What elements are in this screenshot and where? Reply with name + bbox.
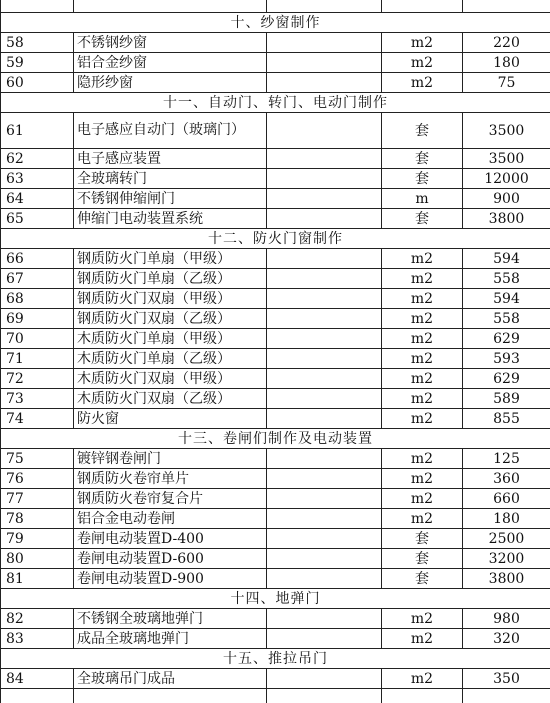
item-price: 2500 — [463, 529, 550, 549]
table-row — [1, 529, 550, 549]
table-row — [1, 569, 550, 589]
item-price: 12000 — [463, 169, 550, 189]
item-price — [463, 0, 550, 13]
table-row — [1, 209, 550, 229]
item-number: 69 — [1, 309, 74, 329]
table-row — [1, 0, 550, 13]
item-name: 电子感应装置 — [74, 149, 267, 169]
table-row — [1, 309, 550, 329]
item-unit: m2 — [382, 309, 463, 329]
item-name: 防火窗 — [74, 409, 267, 429]
item-spec — [267, 113, 382, 149]
table-row — [1, 149, 550, 169]
item-unit: 套 — [382, 149, 463, 169]
item-unit: m2 — [382, 53, 463, 73]
item-price: 350 — [463, 669, 550, 689]
item-unit: 套 — [382, 169, 463, 189]
item-name: 全玻璃转门 — [74, 169, 267, 189]
item-spec — [267, 249, 382, 269]
item-name: 不锈钢全玻璃地弹门 — [74, 609, 267, 629]
item-name: 卷闸电动装置D-900 — [74, 569, 267, 589]
item-name: 不锈钢纱窗 — [74, 33, 267, 53]
item-name: 卷闸电动装置D-600 — [74, 549, 267, 569]
item-number: 68 — [1, 289, 74, 309]
item-name: 钢质防火门双扇（甲级） — [74, 289, 267, 309]
item-unit: m2 — [382, 489, 463, 509]
table-row — [1, 289, 550, 309]
item-price: 629 — [463, 329, 550, 349]
item-name: 钢质防火门单扇（乙级） — [74, 269, 267, 289]
item-spec — [267, 209, 382, 229]
item-number: 76 — [1, 469, 74, 489]
item-unit: m2 — [382, 349, 463, 369]
table-row — [1, 489, 550, 509]
item-price: 180 — [463, 53, 550, 73]
item-spec — [267, 309, 382, 329]
item-number: 72 — [1, 369, 74, 389]
item-spec — [267, 169, 382, 189]
table-row — [1, 409, 550, 429]
section-header-row — [1, 589, 550, 609]
section-header-row — [1, 93, 550, 113]
section-header-row — [1, 649, 550, 669]
item-unit: m2 — [382, 389, 463, 409]
item-name: 钢质防火门单扇（甲级） — [74, 249, 267, 269]
table-row — [1, 189, 550, 209]
item-price: 900 — [463, 189, 550, 209]
item-spec — [267, 53, 382, 73]
item-price: 660 — [463, 489, 550, 509]
item-name: 电子感应自动门（玻璃门） — [74, 113, 267, 149]
item-unit: m2 — [382, 609, 463, 629]
table-row — [1, 73, 550, 93]
table-row — [1, 549, 550, 569]
item-spec — [267, 329, 382, 349]
item-name: 钢质防火卷帘复合片 — [74, 489, 267, 509]
item-spec — [267, 469, 382, 489]
item-unit: m2 — [382, 409, 463, 429]
item-number: 73 — [1, 389, 74, 409]
item-unit: m2 — [382, 269, 463, 289]
item-price: 594 — [463, 289, 550, 309]
item-spec — [267, 73, 382, 93]
item-number: 77 — [1, 489, 74, 509]
item-spec — [267, 189, 382, 209]
table-row — [1, 509, 550, 529]
item-number: 60 — [1, 73, 74, 93]
item-price: 593 — [463, 349, 550, 369]
item-spec — [267, 509, 382, 529]
section-title: 十五、推拉吊门 — [1, 649, 550, 669]
item-number: 66 — [1, 249, 74, 269]
item-price: 629 — [463, 369, 550, 389]
item-unit: 套 — [382, 209, 463, 229]
item-unit: m2 — [382, 33, 463, 53]
item-unit: 套 — [382, 549, 463, 569]
item-price: 180 — [463, 509, 550, 529]
item-name: 钢质防火卷帘单片 — [74, 469, 267, 489]
table-row — [1, 629, 550, 649]
item-spec — [267, 529, 382, 549]
section-title: 十、纱窗制作 — [1, 13, 550, 33]
item-number: 61 — [1, 113, 74, 149]
item-number: 82 — [1, 609, 74, 629]
item-unit: m2 — [382, 449, 463, 469]
item-number: 79 — [1, 529, 74, 549]
item-number: 75 — [1, 449, 74, 469]
item-spec — [267, 629, 382, 649]
table-row — [1, 349, 550, 369]
item-number: 59 — [1, 53, 74, 73]
item-spec — [267, 369, 382, 389]
table-row — [1, 609, 550, 629]
table-row — [1, 449, 550, 469]
section-title: 十一、自动门、转门、电动门制作 — [1, 93, 550, 113]
item-unit — [382, 0, 463, 13]
table-row — [1, 249, 550, 269]
item-spec — [267, 33, 382, 53]
item-name: 木质防火门双扇（乙级） — [74, 389, 267, 409]
table-row — [1, 369, 550, 389]
item-spec — [267, 449, 382, 469]
item-number: 70 — [1, 329, 74, 349]
item-name: 全玻璃吊门成品 — [74, 669, 267, 689]
item-price: 3200 — [463, 549, 550, 569]
price-table-body — [1, 0, 550, 689]
section-title: 十二、防火门窗制作 — [1, 229, 550, 249]
item-unit: m2 — [382, 369, 463, 389]
section-header-row — [1, 229, 550, 249]
item-unit: m2 — [382, 509, 463, 529]
item-price: 558 — [463, 309, 550, 329]
item-price: 589 — [463, 389, 550, 409]
item-unit: 套 — [382, 529, 463, 549]
item-price: 594 — [463, 249, 550, 269]
item-price: 855 — [463, 409, 550, 429]
item-spec — [267, 389, 382, 409]
item-name: 铝合金纱窗 — [74, 53, 267, 73]
item-name: 木质防火门单扇（乙级） — [74, 349, 267, 369]
table-row-cut-off — [1, 689, 550, 703]
item-name — [74, 0, 267, 13]
section-title: 十三、卷闸们制作及电动装置 — [1, 429, 550, 449]
item-price: 3800 — [463, 209, 550, 229]
item-unit: m2 — [382, 329, 463, 349]
item-name: 成品全玻璃地弹门 — [74, 629, 267, 649]
item-number: 65 — [1, 209, 74, 229]
item-spec — [267, 409, 382, 429]
item-number: 83 — [1, 629, 74, 649]
item-price: 360 — [463, 469, 550, 489]
item-number: 74 — [1, 409, 74, 429]
item-spec — [267, 349, 382, 369]
table-row — [1, 389, 550, 409]
table-row — [1, 53, 550, 73]
item-spec — [267, 489, 382, 509]
table-row — [1, 329, 550, 349]
item-price: 3500 — [463, 113, 550, 149]
item-spec — [267, 289, 382, 309]
item-number — [1, 0, 74, 13]
item-spec — [267, 609, 382, 629]
item-number: 84 — [1, 669, 74, 689]
item-price: 125 — [463, 449, 550, 469]
item-spec — [267, 669, 382, 689]
item-unit: m2 — [382, 629, 463, 649]
table-row — [1, 33, 550, 53]
item-spec — [267, 569, 382, 589]
item-name: 隐形纱窗 — [74, 73, 267, 93]
item-name: 卷闸电动装置D-400 — [74, 529, 267, 549]
item-name: 木质防火门双扇（甲级） — [74, 369, 267, 389]
item-price: 3800 — [463, 569, 550, 589]
item-number: 62 — [1, 149, 74, 169]
item-number: 58 — [1, 33, 74, 53]
table-row — [1, 269, 550, 289]
item-name: 伸缩门电动装置系统 — [74, 209, 267, 229]
item-number: 64 — [1, 189, 74, 209]
item-unit: 套 — [382, 569, 463, 589]
item-unit: m2 — [382, 73, 463, 93]
item-name: 钢质防火门双扇（乙级） — [74, 309, 267, 329]
item-name: 铝合金电动卷闸 — [74, 509, 267, 529]
item-spec — [267, 149, 382, 169]
item-unit: m2 — [382, 469, 463, 489]
table-row — [1, 169, 550, 189]
item-spec — [267, 549, 382, 569]
table-row — [1, 669, 550, 689]
item-price: 75 — [463, 73, 550, 93]
item-price: 220 — [463, 33, 550, 53]
item-number: 78 — [1, 509, 74, 529]
item-name: 不锈钢伸缩闸门 — [74, 189, 267, 209]
item-spec — [267, 269, 382, 289]
item-name: 木质防火门单扇（甲级） — [74, 329, 267, 349]
item-price: 980 — [463, 609, 550, 629]
section-header-row — [1, 13, 550, 33]
item-unit: 套 — [382, 113, 463, 149]
item-number: 67 — [1, 269, 74, 289]
item-number: 81 — [1, 569, 74, 589]
item-price: 558 — [463, 269, 550, 289]
table-row — [1, 469, 550, 489]
item-unit: m2 — [382, 249, 463, 269]
item-unit: m2 — [382, 669, 463, 689]
item-number: 63 — [1, 169, 74, 189]
item-unit: m2 — [382, 289, 463, 309]
section-title: 十四、地弹门 — [1, 589, 550, 609]
item-number: 71 — [1, 349, 74, 369]
item-price: 3500 — [463, 149, 550, 169]
item-unit: m — [382, 189, 463, 209]
item-price: 320 — [463, 629, 550, 649]
table-row — [1, 113, 550, 149]
item-spec — [267, 0, 382, 13]
item-number: 80 — [1, 549, 74, 569]
item-name: 镀锌钢卷闸门 — [74, 449, 267, 469]
section-header-row — [1, 429, 550, 449]
